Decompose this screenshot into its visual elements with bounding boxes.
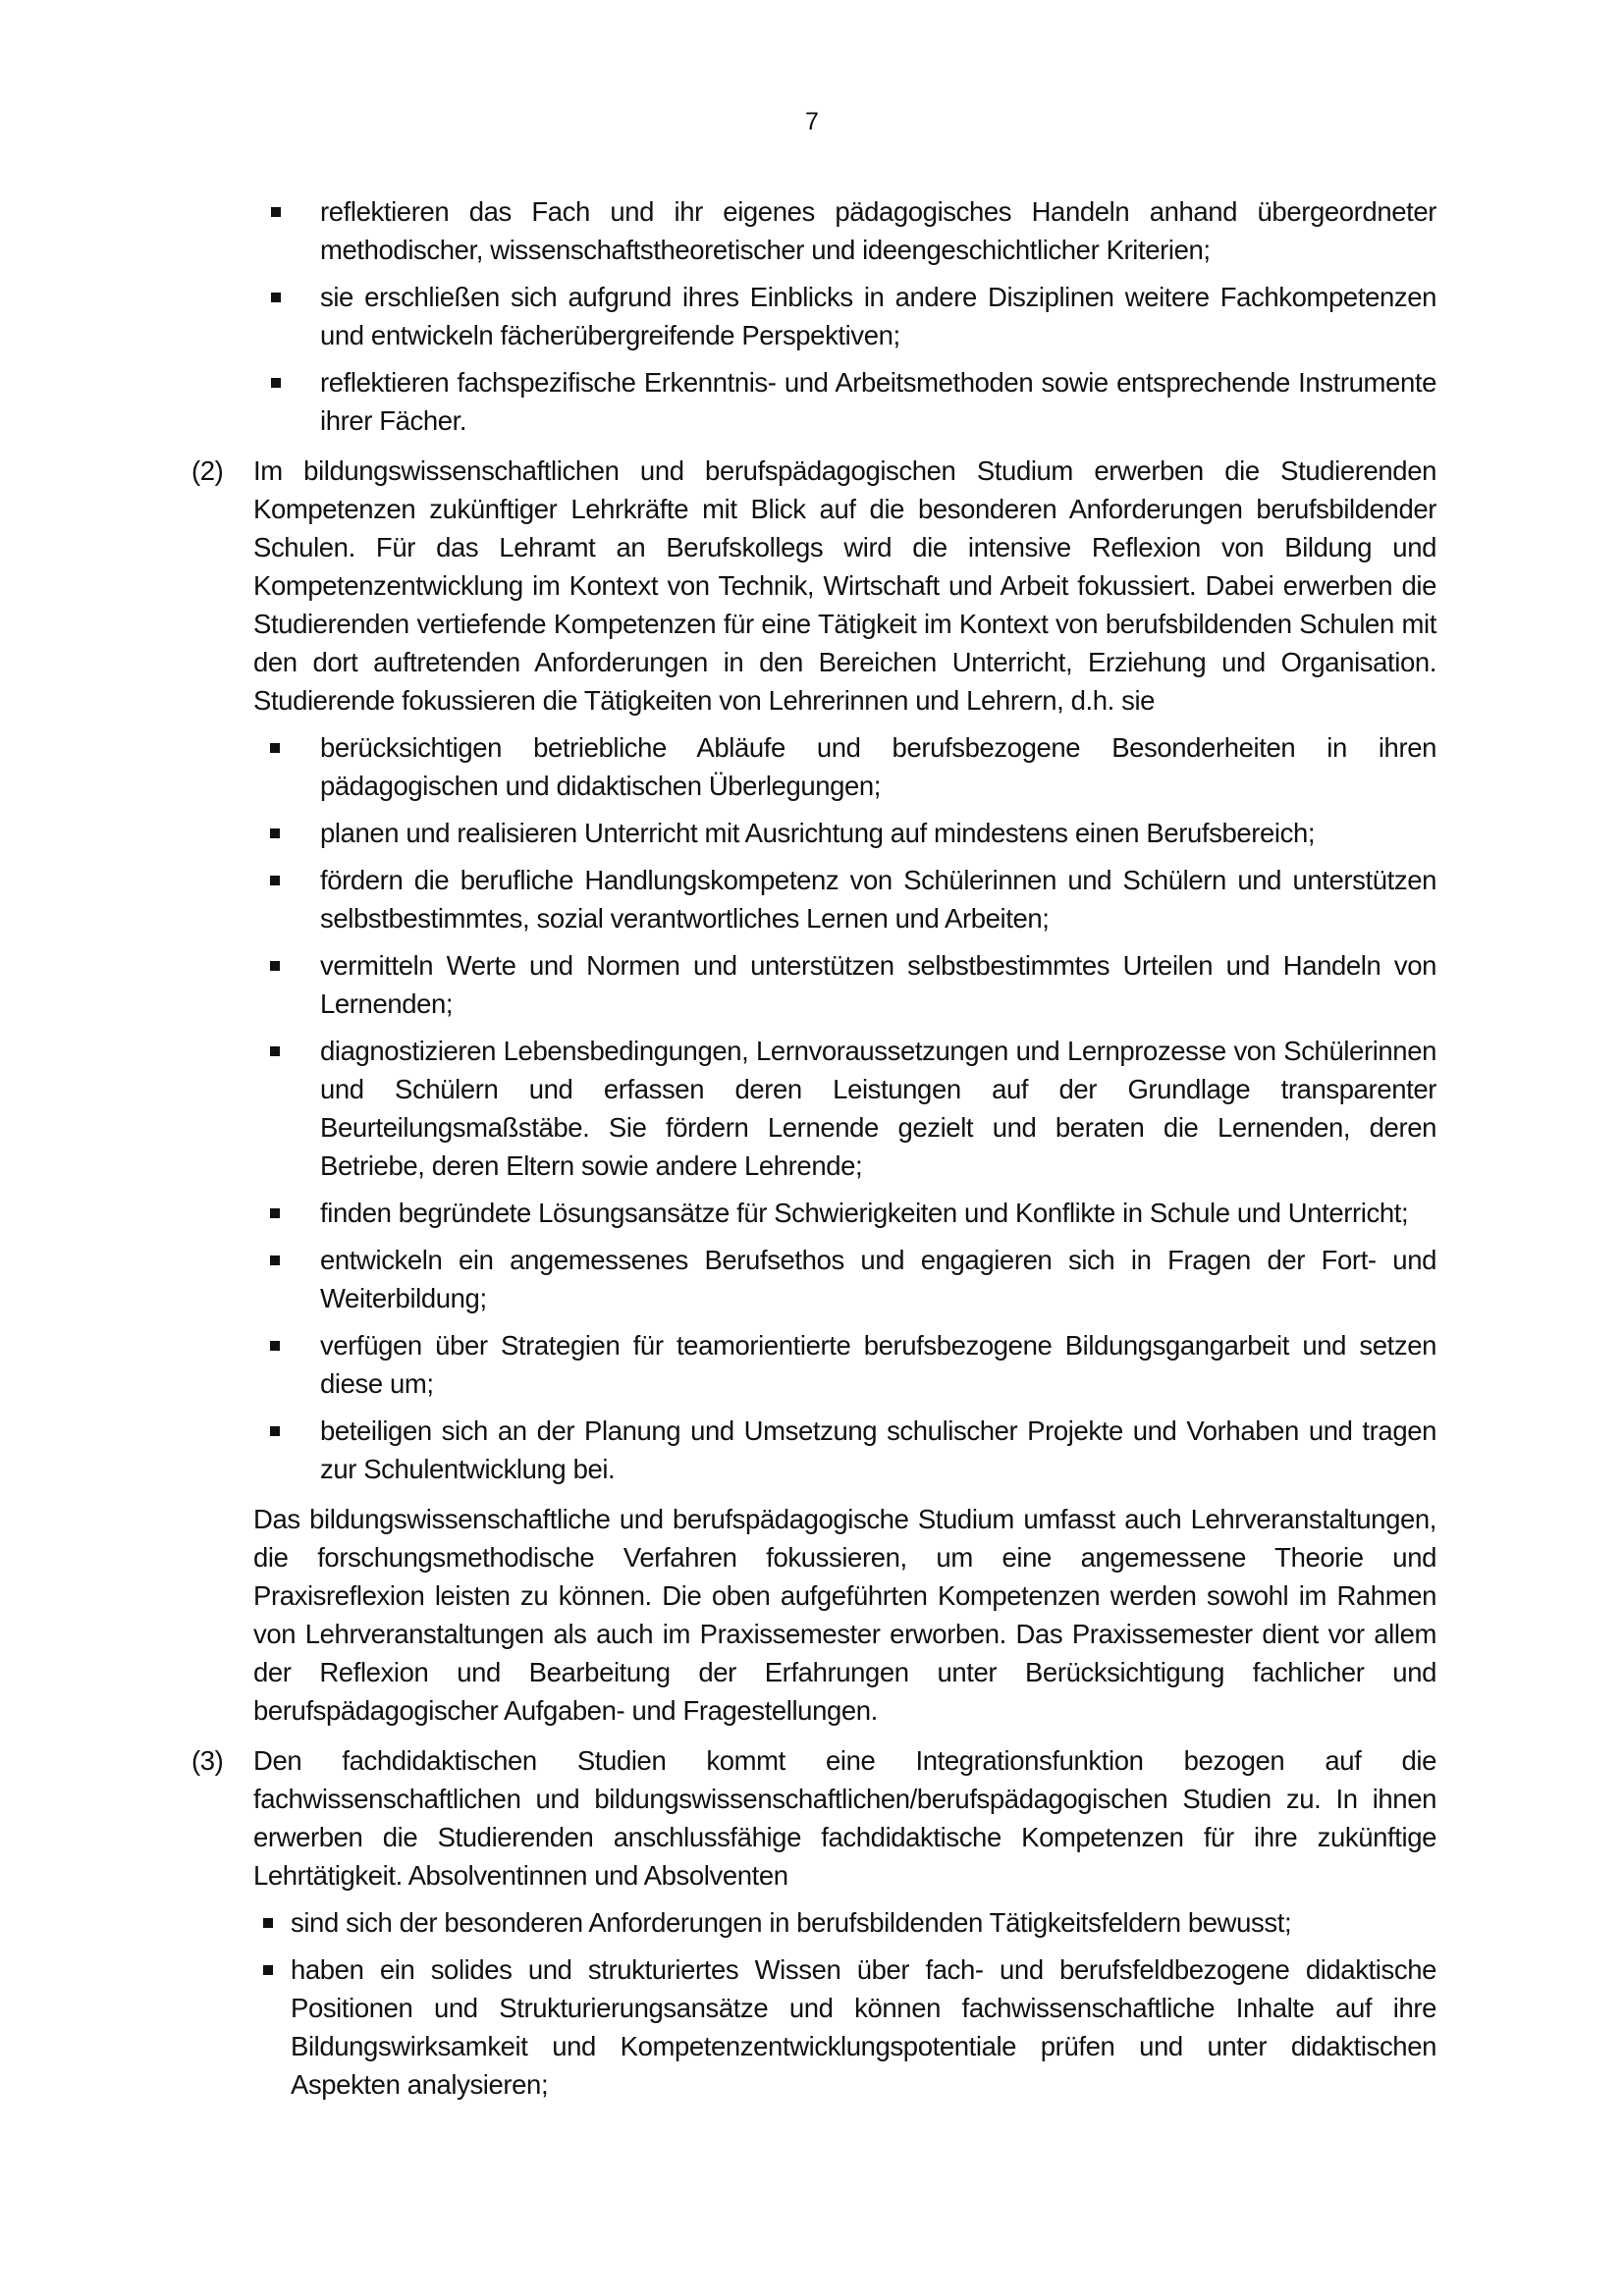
list-item: planen und realisieren Unterricht mit Ausrichtung auf mindestens einen Berufsbereich; [253, 814, 1436, 852]
section-2-bullet-list [253, 728, 1436, 1488]
section-number: (2) [191, 455, 224, 486]
list-item: haben ein solides und strukturiertes Wissen über fach- und berufsfeldbezogene didaktische Positionen und Strukturierungsansätze und können fachwissenschaftliche Inhalte auf ihre Bildungswirksamkeit und Kompetenzentwicklungspotentiale prüfen und unter didaktischen Aspekten analysieren; [253, 1950, 1436, 2104]
list-item: reflektieren fachspezifische Erkenntnis- und Arbeitsmethoden sowie entsprechende Instrumente ihrer Fächer. [191, 363, 1436, 440]
square-bullet-icon [270, 743, 280, 753]
section-paragraph: Den fachdidaktischen Studien kommt eine Integrationsfunktion bezogen auf die fachwissenschaftlichen und bildungswissenschaftlichen/berufspädagogischen Studien zu. In ihnen erwerben die Studierenden anschlussfähige fachdidaktische Kompetenzen für ihre zukünftige Lehrtätigkeit. Absolventinnen und Absolventen [253, 1745, 1436, 1891]
list-item: finden begründete Lösungsansätze für Schwierigkeiten und Konflikte in Schule und Unterricht; [253, 1194, 1436, 1232]
section-2 [191, 452, 1436, 1730]
list-item: berücksichtigen betriebliche Abläufe und berufsbezogene Besonderheiten in ihren pädagogischen und didaktischen Überlegungen; [253, 728, 1436, 805]
intro-bullet-list [191, 192, 1436, 440]
square-bullet-icon [270, 961, 280, 971]
list-item: sie erschließen sich aufgrund ihres Einblicks in andere Disziplinen weitere Fachkompetenzen und entwickeln fächerübergreifende Perspektiven; [191, 278, 1436, 354]
square-bullet-icon [270, 1341, 280, 1351]
square-bullet-icon [271, 293, 281, 302]
square-bullet-icon [270, 1046, 280, 1056]
list-item: reflektieren das Fach und ihr eigenes pädagogisches Handeln anhand übergeordneter methodischer, wissenschaftstheoretischer und ideengeschichtlicher Kriterien; [191, 192, 1436, 269]
square-bullet-icon [270, 876, 280, 885]
list-item: sind sich der besonderen Anforderungen in berufsbildenden Tätigkeitsfeldern bewusst; [253, 1903, 1436, 1942]
list-item: diagnostizieren Lebensbedingungen, Lernvoraussetzungen und Lernprozesse von Schülerinnen und Schülern und erfassen deren Leistungen auf der Grundlage transparenter Beurteilungsmaßstäbe. Sie fördern Lernende gezielt und beraten die Lernenden, deren Betriebe, deren Eltern sowie andere Lehrende; [253, 1032, 1436, 1185]
square-bullet-icon [270, 1208, 280, 1218]
section-3 [191, 1741, 1436, 2104]
square-bullet-icon [263, 1918, 273, 1928]
section-3-bullet-list [253, 1903, 1436, 2104]
square-bullet-icon [271, 207, 281, 217]
list-item: fördern die berufliche Handlungskompetenz von Schülerinnen und Schülern und unterstützen selbstbestimmtes, sozial verantwortliches Lernen und Arbeiten; [253, 861, 1436, 937]
square-bullet-icon [270, 828, 280, 838]
list-item: vermitteln Werte und Normen und unterstützen selbstbestimmtes Urteilen und Handeln von Lernenden; [253, 946, 1436, 1023]
square-bullet-icon [263, 1965, 273, 1975]
section-number: (3) [191, 1745, 224, 1776]
section-closing-paragraph: Das bildungswissenschaftliche und berufspädagogische Studium umfasst auch Lehrveranstaltungen, die forschungsmethodische Verfahren fokussieren, um eine angemessene Theorie und Praxisreflexion leisten zu können. Die oben aufgeführten Kompetenzen werden sowohl im Rahmen von Lehrveranstaltungen als auch im Praxissemester erworben. Das Praxissemester dient vor allem der Reflexion und Bearbeitung der Erfahrungen unter Berücksichtigung fachlicher und berufspädagogischer Aufgaben- und Fragestellungen. [253, 1504, 1436, 1726]
square-bullet-icon [270, 1426, 280, 1436]
list-item: entwickeln ein angemessenes Berufsethos und engagieren sich in Fragen der Fort- und Weiterbildung; [253, 1241, 1436, 1317]
square-bullet-icon [270, 1255, 280, 1265]
list-item: beteiligen sich an der Planung und Umsetzung schulischer Projekte und Vorhaben und tragen zur Schulentwicklung bei. [253, 1412, 1436, 1488]
page-number: 7 [805, 108, 819, 135]
list-item: verfügen über Strategien für teamorientierte berufsbezogene Bildungsgangarbeit und setzen diese um; [253, 1326, 1436, 1403]
document-body [191, 192, 1436, 2112]
square-bullet-icon [271, 378, 281, 388]
section-paragraph: Im bildungswissenschaftlichen und berufspädagogischen Studium erwerben die Studierenden Kompetenzen zukünftiger Lehrkräfte mit Blick auf die besonderen Anforderungen berufsbildender Schulen. Für das Lehramt an Berufskollegs wird die intensive Reflexion von Bildung und Kompetenzentwicklung im Kontext von Technik, Wirtschaft und Arbeit fokussiert. Dabei erwerben die Studierenden vertiefende Kompetenzen für eine Tätigkeit im Kontext von berufsbildenden Schulen mit den dort auftretenden Anforderungen in den Bereichen Unterricht, Erziehung und Organisation. Studierende fokussieren die Tätigkeiten von Lehrerinnen und Lehrern, d.h. sie [253, 455, 1436, 716]
